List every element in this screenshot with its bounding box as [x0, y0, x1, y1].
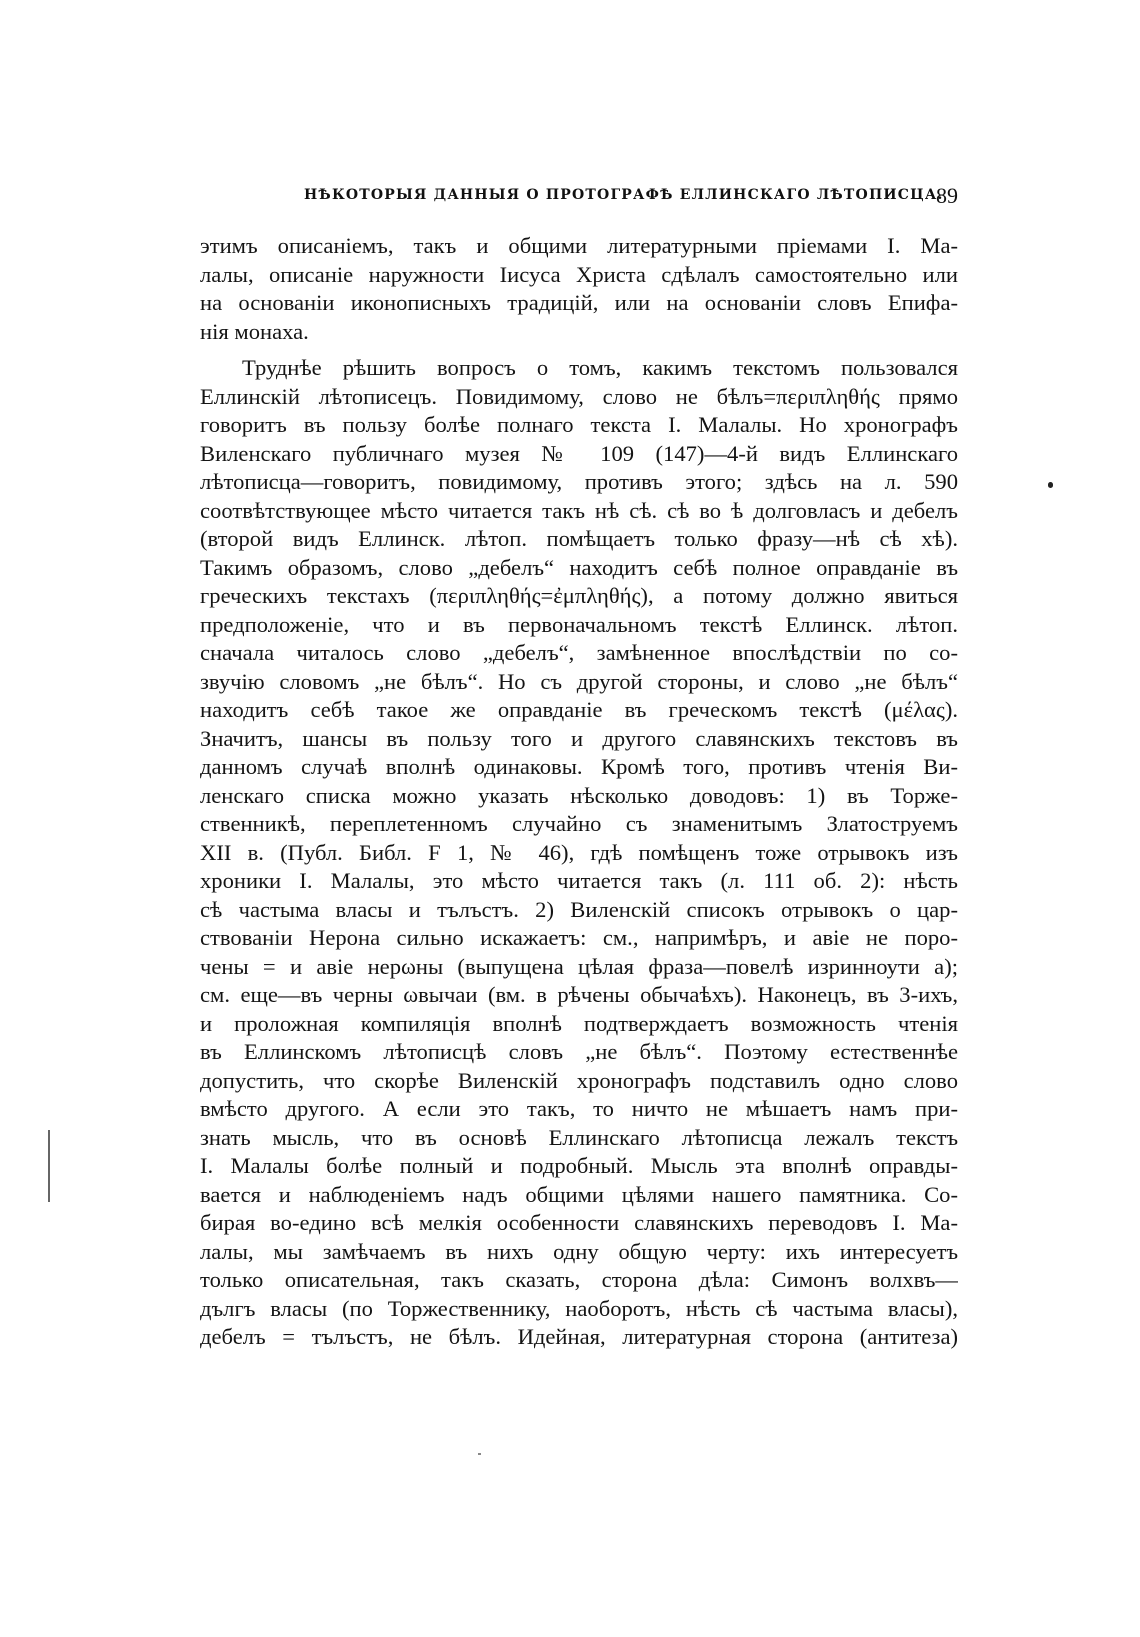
text-line: I. Малалы болѣе полный и подробный. Мысль эта вполнѣ оправды- — [200, 1153, 958, 1178]
margin-dot — [1048, 482, 1053, 488]
text-line: бирая во-едино всѣ мелкія особенности славянскихъ переводовъ I. Ма- — [200, 1210, 958, 1235]
text-line: (второй видъ Еллинск. лѣтоп. помѣщаетъ только фразу—нѣ сѣ хѣ). — [200, 526, 958, 551]
text-line: лалы, мы замѣчаемъ въ нихъ одну общую черту: ихъ интересуетъ — [200, 1238, 958, 1264]
text-line: допустить, что скорѣе Виленскій хронографъ подставилъ одно слово — [200, 1067, 958, 1093]
body-text — [200, 232, 958, 1352]
scan-margin-rule — [48, 1130, 50, 1202]
text-line: чены = и авіе нерωны (выпущена цѣлая фраза—повелѣ изринноути а); — [200, 953, 958, 979]
text-line: находитъ себѣ такое же оправданіе въ греческомъ текстѣ (μέλας). — [200, 697, 958, 722]
text-line: Такимъ образомъ, слово „дебелъ“ находитъ себѣ полное оправданіе въ — [200, 554, 958, 580]
text-line: предположеніе, что и въ первоначальномъ текстѣ Еллинск. лѣтоп. — [200, 611, 958, 637]
text-line: лалы, описаніе наружности Іисуса Христа сдѣлалъ самостоятельно или — [200, 261, 958, 287]
running-head: НѢКОТОРЫЯ ДАННЫЯ О ПРОТОГРАФѢ ЕЛЛИНСКАГО ЛѢТОПИСЦА. — [304, 187, 944, 203]
text-line: сначала читалось слово „дебелъ“, замѣненное впослѣдствіи по со- — [200, 640, 958, 665]
text-line: дългъ власы (по Торжественнику, наоборотъ, нѣсть сѣ частыма власы), — [200, 1295, 958, 1321]
text-line: Значитъ, шансы въ пользу того и другого славянскихъ текстовъ въ — [200, 725, 958, 751]
text-line: XII в. (Публ. Библ. F 1, № 46), гдѣ помѣщенъ тоже отрывокъ изъ — [200, 839, 958, 865]
text-line: въ Еллинскомъ лѣтописцѣ словъ „не бѣлъ“. Поэтому естественнѣе — [200, 1039, 958, 1064]
text-line: лѣтописца—говоритъ, повидимому, противъ этого; здѣсь на л. 590 — [200, 469, 958, 494]
text-line: хроники I. Малалы, это мѣсто читается такъ (л. 111 об. 2): нѣсть — [200, 868, 958, 893]
scan-speck — [478, 1453, 481, 1455]
text-line: сѣ частыма власы и тълъстъ. 2) Виленскій списокъ отрывокъ о цар- — [200, 896, 958, 922]
text-line: звучію словомъ „не бѣлъ“. Но съ другой стороны, и слово „не бѣлъ“ — [200, 668, 958, 694]
text-line: Труднѣе рѣшить вопросъ о томъ, какимъ текстомъ пользовался — [242, 355, 958, 380]
text-line: вмѣсто другого. А если это такъ, то ничто не мѣшаетъ намъ при- — [200, 1096, 958, 1121]
text-line: ственникѣ, переплетенномъ случайно съ знаменитымъ Златоструемъ — [200, 811, 958, 836]
text-line: данномъ случаѣ вполнѣ одинаковы. Кромѣ того, противъ чтенія Ви- — [200, 754, 958, 779]
text-line: Еллинскій лѣтописецъ. Повидимому, слово не бѣлъ=περιπληθής прямо — [200, 383, 958, 409]
text-line: Виленскаго публичнаго музея № 109 (147)—4-й видъ Еллинскаго — [200, 440, 958, 466]
text-line: ствованіи Нерона сильно искажаетъ: см., напримѣръ, и авіе не поро- — [200, 925, 958, 950]
text-line: соотвѣтствующее мѣсто читается такъ нѣ сѣ. сѣ во ѣ долговласъ и дебелъ — [200, 497, 958, 523]
text-line: на основаніи иконописныхъ традицій, или на основаніи словъ Епифа- — [200, 290, 958, 315]
text-line: этимъ описаніемъ, такъ и общими литературными пріемами I. Ма- — [200, 233, 958, 258]
text-line: говоритъ въ пользу болѣе полнаго текста I. Малалы. Но хронографъ — [200, 412, 958, 437]
text-line: знать мысль, что въ основѣ Еллинскаго лѣтописца лежалъ текстъ — [200, 1124, 958, 1150]
text-line: вается и наблюденіемъ надъ общими цѣлями нашего памятника. Со- — [200, 1181, 958, 1207]
page-number: 89 — [936, 183, 958, 208]
text-line: см. еще—въ черны ωвычаи (вм. в рѣчены обычаѣхъ). Наконецъ, въ 3-ихъ, — [200, 982, 958, 1007]
text-line: греческихъ текстахъ (περιπληθής=ἐμπληθής), а потому должно явиться — [200, 583, 958, 608]
text-line: дебелъ = тълъстъ, не бѣлъ. Идейная, литературная сторона (антитеза) — [200, 1324, 958, 1349]
page-header — [200, 183, 958, 211]
text-line: и проложная компиляція вполнѣ подтверждаетъ возможность чтенія — [200, 1010, 958, 1036]
text-line: нія монаха. — [200, 318, 309, 344]
text-line: только описательная, такъ сказать, сторона дѣла: Симонъ волхвъ— — [200, 1267, 958, 1292]
text-line: ленскаго списка можно указать нѣсколько доводовъ: 1) въ Торже- — [200, 782, 958, 808]
